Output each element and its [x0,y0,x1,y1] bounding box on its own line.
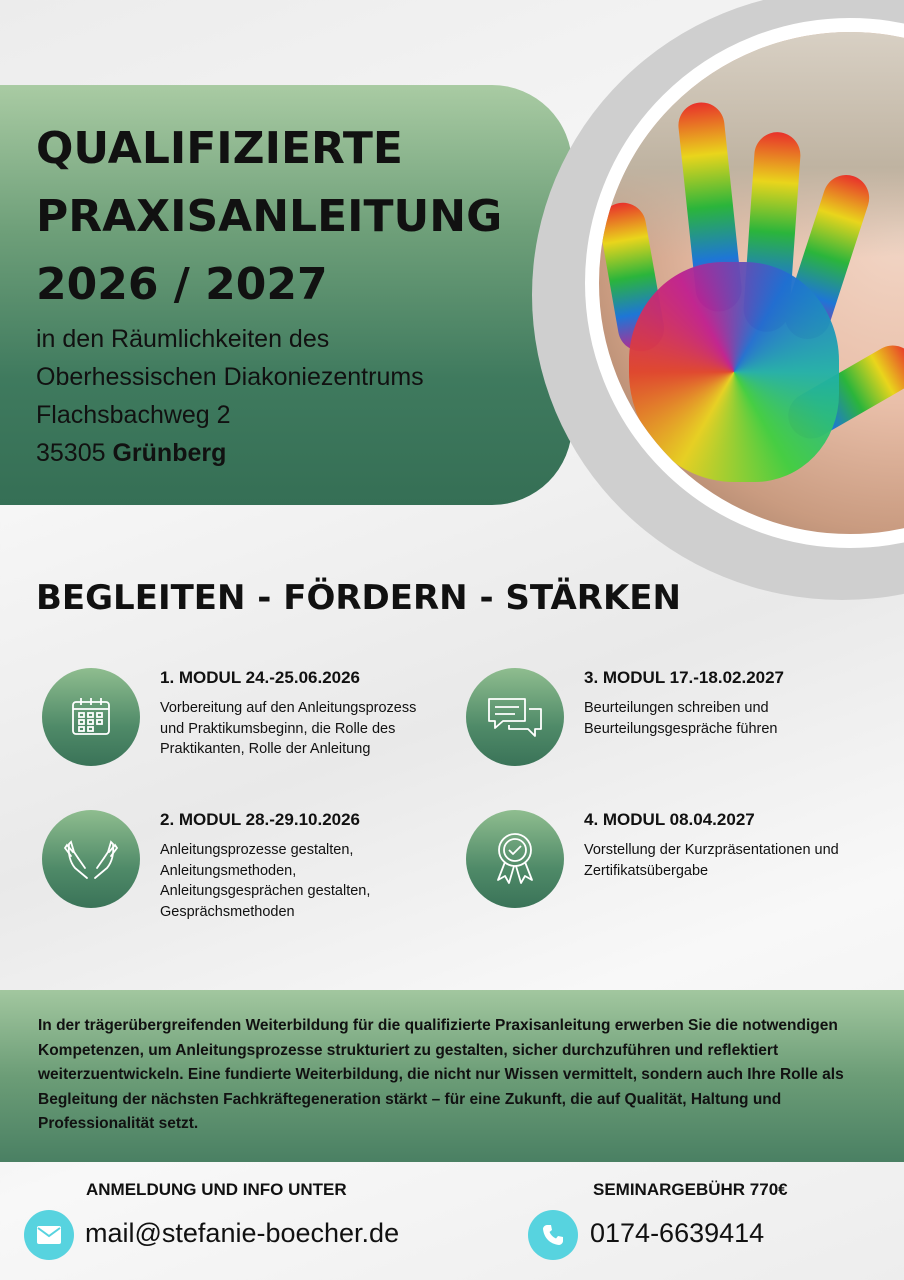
module-3-text: Beurteilungen schreiben und Beurteilungsgespräche führen [584,700,778,737]
info-band [0,990,904,1162]
title-line-1: QUALIFIZIERTE [36,123,403,174]
calendar-icon [42,668,140,766]
page-title [36,115,556,319]
module-1-text: Vorbereitung auf den Anleitungsprozess und Praktikumsbeginn, die Rolle des Praktikanten, Rolle der Anleitung [160,700,417,757]
module-4-title: 4. MODUL 08.04.2027 [584,810,755,829]
module-4-text: Vorstellung der Kurzpräsentationen und Zertifikatsübergabe [584,842,839,879]
mail-icon [24,1210,74,1260]
phone-link[interactable]: 0174-6639414 [590,1218,765,1248]
email-link[interactable]: mail@stefanie-boecher.de [85,1218,400,1248]
signup-label: ANMELDUNG UND INFO UNTER [86,1180,347,1199]
city: Grünberg [112,439,227,467]
tagline: BEGLEITEN - FÖRDERN - STÄRKEN [36,578,681,618]
title-line-3: 2026 / 2027 [36,259,328,310]
address-line-4 [36,434,424,472]
module-2-text: Anleitungsprozesse gestalten, Anleitungsmethoden, Anleitungsgesprächen gestalten, Gesprächsmethoden [160,842,371,920]
venue-address [36,320,424,472]
module-2-title: 2. MODUL 28.-29.10.2026 [160,810,361,829]
award-icon [466,810,564,908]
fee-label: SEMINARGEBÜHR 770€ [593,1180,788,1199]
address-line-2: Oberhessischen Diakoniezentrums [36,363,424,391]
info-text: In der trägerübergreifenden Weiterbildung für die qualifizierte Praxisanleitung erwerben Sie die notwendigen Kompetenzen, um Anleitungsprozesse strukturiert zu gestalten, sicher durchzuführen und reflektiert weiterzuentwickeln. Eine fundierte Weiterbildung, die nicht nur Wissen vermittelt, sondern auch Ihre Rolle als Begleitung der nächsten Fachkräftegeneration stärkt – für eine Zukunft, die auf Qualität, Haltung und Professionalität setzt. [38,1017,844,1132]
chat-icon [466,668,564,766]
module-3-title: 3. MODUL 17.-18.02.2027 [584,668,785,687]
postcode: 35305 [36,439,106,467]
hands-icon [42,810,140,908]
address-line-3: Flachsbachweg 2 [36,401,231,429]
phone-icon [528,1210,578,1260]
title-line-2: PRAXISANLEITUNG [36,191,503,242]
address-line-1: in den Räumlichkeiten des [36,325,330,353]
module-1-title: 1. MODUL 24.-25.06.2026 [160,668,361,687]
